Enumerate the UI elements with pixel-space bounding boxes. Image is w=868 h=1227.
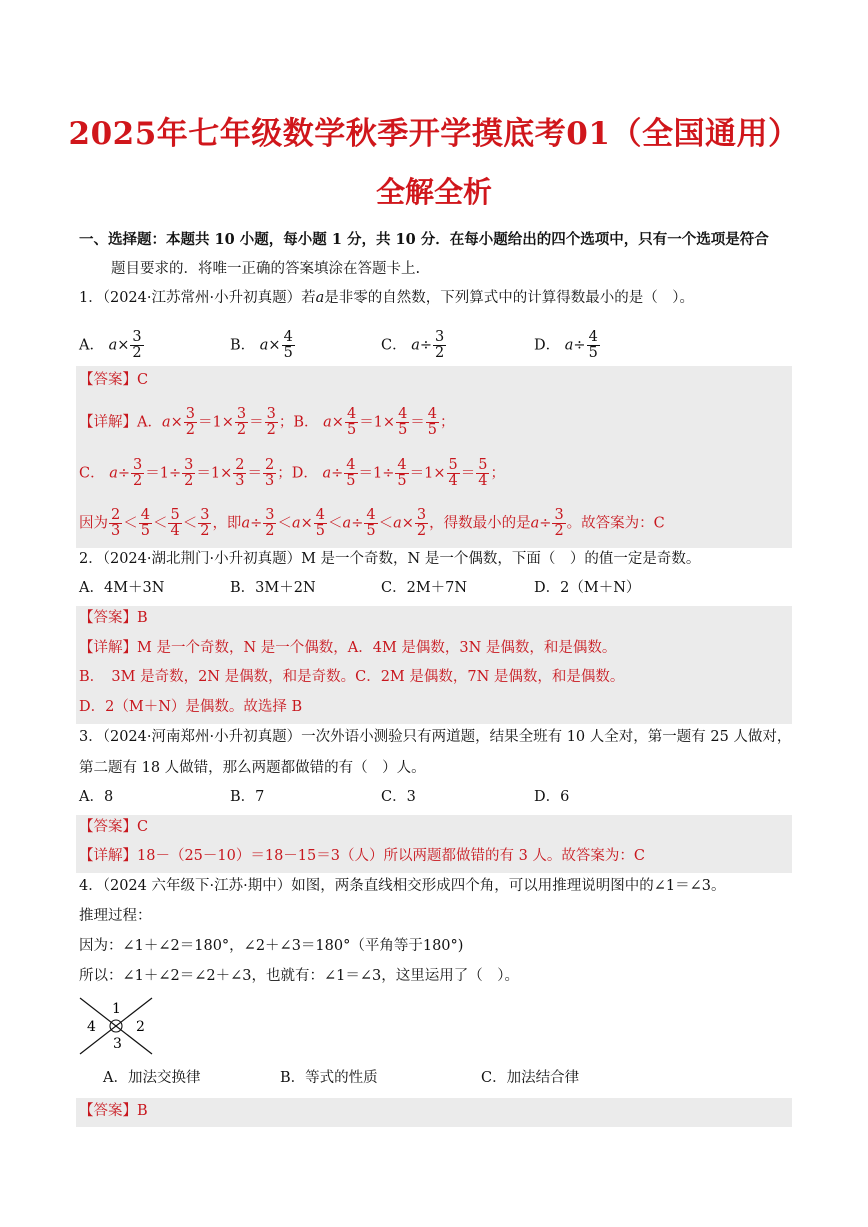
q1-conclusion: 因为 $\frac{2}{3}$ ＜ $\frac{4}{5}$ ＜ $\frac{5}{4}$ ＜ $\frac{3}{2}$ ，即a÷ $\frac{3}{2}$ ＜a× $\frac{4}{5}$ ＜a÷ $\frac{4}{5}$ ＜a× $\frac{3}{2}$ ，得数最小的是a÷ $\frac{3}{2}$ 。故答案为：C — [79, 507, 665, 539]
q3-option-b: B．7 — [230, 789, 265, 805]
q4-option-a: A．加法交换律 — [103, 1070, 201, 1086]
page-subtitle: 全解全析 — [375, 175, 492, 209]
q1-detail-line1: 【详解】A．a× $\frac{3}{2}$ ＝1× $\frac{3}{2}$ ＝ $\frac{3}{2}$ ；B． a× $\frac{4}{5}$ ＝1× $\frac{4}{5}$ ＝ $\frac{4}{5}$ ； — [79, 406, 455, 438]
q3-answer: 【答案】C — [79, 819, 149, 835]
q3-option-a: A．8 — [79, 789, 114, 805]
intersecting-lines-figure — [76, 996, 156, 1056]
q4-option-b: B．等式的性质 — [280, 1070, 378, 1086]
q1-option-b: B． a× $\frac{4}{5}$ — [230, 329, 293, 361]
q2-option-c: C．2M＋7N — [381, 580, 468, 596]
q4-option-c: C．加法结合律 — [481, 1070, 580, 1086]
q2-detail-line1: 【详解】M 是一个奇数，N 是一个偶数，A．4M 是偶数，3N 是偶数，和是偶数。 — [79, 640, 617, 656]
q3-stem-line2: 第二题有 18 人做错，那么两题都做错的有（ ）人。 — [79, 760, 426, 776]
q1-option-c: C． a÷ $\frac{3}{2}$ — [381, 329, 445, 361]
q4-therefore: 所以：∠1＋∠2＝∠2＋∠3，也就有：∠1＝∠3，这里运用了（ ）。 — [79, 968, 519, 984]
angle-label-2: 2 — [136, 1019, 145, 1035]
section-instruction-line1: 一、选择题：本题共 10 小题，每小题 1 分，共 10 分．在每小题给出的四个选项中，只有一个选项是符合 — [79, 231, 769, 248]
angle-label-3: 3 — [113, 1036, 122, 1052]
q3-detail: 【详解】18－（25－10）＝18－15＝3（人）所以两题都做错的有 3 人。故答案为：C — [79, 848, 646, 864]
angle-label-1: 1 — [112, 1001, 121, 1017]
q2-option-a: A．4M＋3N — [79, 580, 165, 596]
section-instruction-line2: 题目要求的．将唯一正确的答案填涂在答题卡上. — [111, 261, 421, 277]
q1-option-a: A． a× $\frac{3}{2}$ — [79, 329, 142, 361]
q2-option-d: D．2（M＋N） — [534, 580, 641, 596]
q2-detail-line3: D．2（M＋N）是偶数。故选择 B — [79, 699, 303, 715]
page-title: 2025年七年级数学秋季开学摸底考01（全国通用） — [68, 116, 800, 152]
q4-answer: 【答案】B — [79, 1103, 148, 1119]
q2-detail-line2: B． 3M 是奇数，2N 是偶数，和是奇数。C．2M 是偶数，7N 是偶数，和是偶数。 — [79, 669, 625, 685]
q4-process-label: 推理过程： — [79, 908, 152, 924]
q3-option-c: C．3 — [381, 789, 416, 805]
q1-answer: 【答案】C — [79, 372, 149, 388]
q2-option-b: B．3M＋2N — [230, 580, 316, 596]
q1-stem: 1．（2024·江苏常州·小升初真题）若a是非零的自然数，下列算式中的计算得数最小的是（ ）。 — [79, 290, 695, 306]
q4-answer-box — [76, 1098, 792, 1127]
q4-stem: 4．（2024 六年级下·江苏·期中）如图，两条直线相交形成四个角，可以用推理说明图中的∠1＝∠3。 — [79, 878, 726, 894]
q3-stem-line1: 3．（2024·河南郑州·小升初真题）一次外语小测验只有两道题，结果全班有 10 人全对，第一题有 25 人做对， — [79, 729, 792, 745]
q1-option-d: D． a÷ $\frac{4}{5}$ — [534, 329, 598, 361]
q2-answer: 【答案】B — [79, 610, 148, 626]
q2-stem: 2．（2024·湖北荆门·小升初真题）M 是一个奇数，N 是一个偶数，下面（ ）的值一定是奇数。 — [79, 551, 701, 567]
q1-detail-line2: C． a÷ $\frac{3}{2}$ ＝1÷ $\frac{3}{2}$ ＝1× $\frac{2}{3}$ ＝ $\frac{2}{3}$ ；D． a÷ $\frac{4}{5}$ ＝1÷ $\frac{4}{5}$ ＝1× $\frac{5}{4}$ ＝ $\frac{5}{4}$ ； — [79, 457, 505, 489]
q4-because: 因为：∠1＋∠2＝180°，∠2＋∠3＝180°（平角等于180°) — [79, 938, 464, 954]
angle-label-4: 4 — [87, 1019, 96, 1035]
q3-option-d: D．6 — [534, 789, 570, 805]
